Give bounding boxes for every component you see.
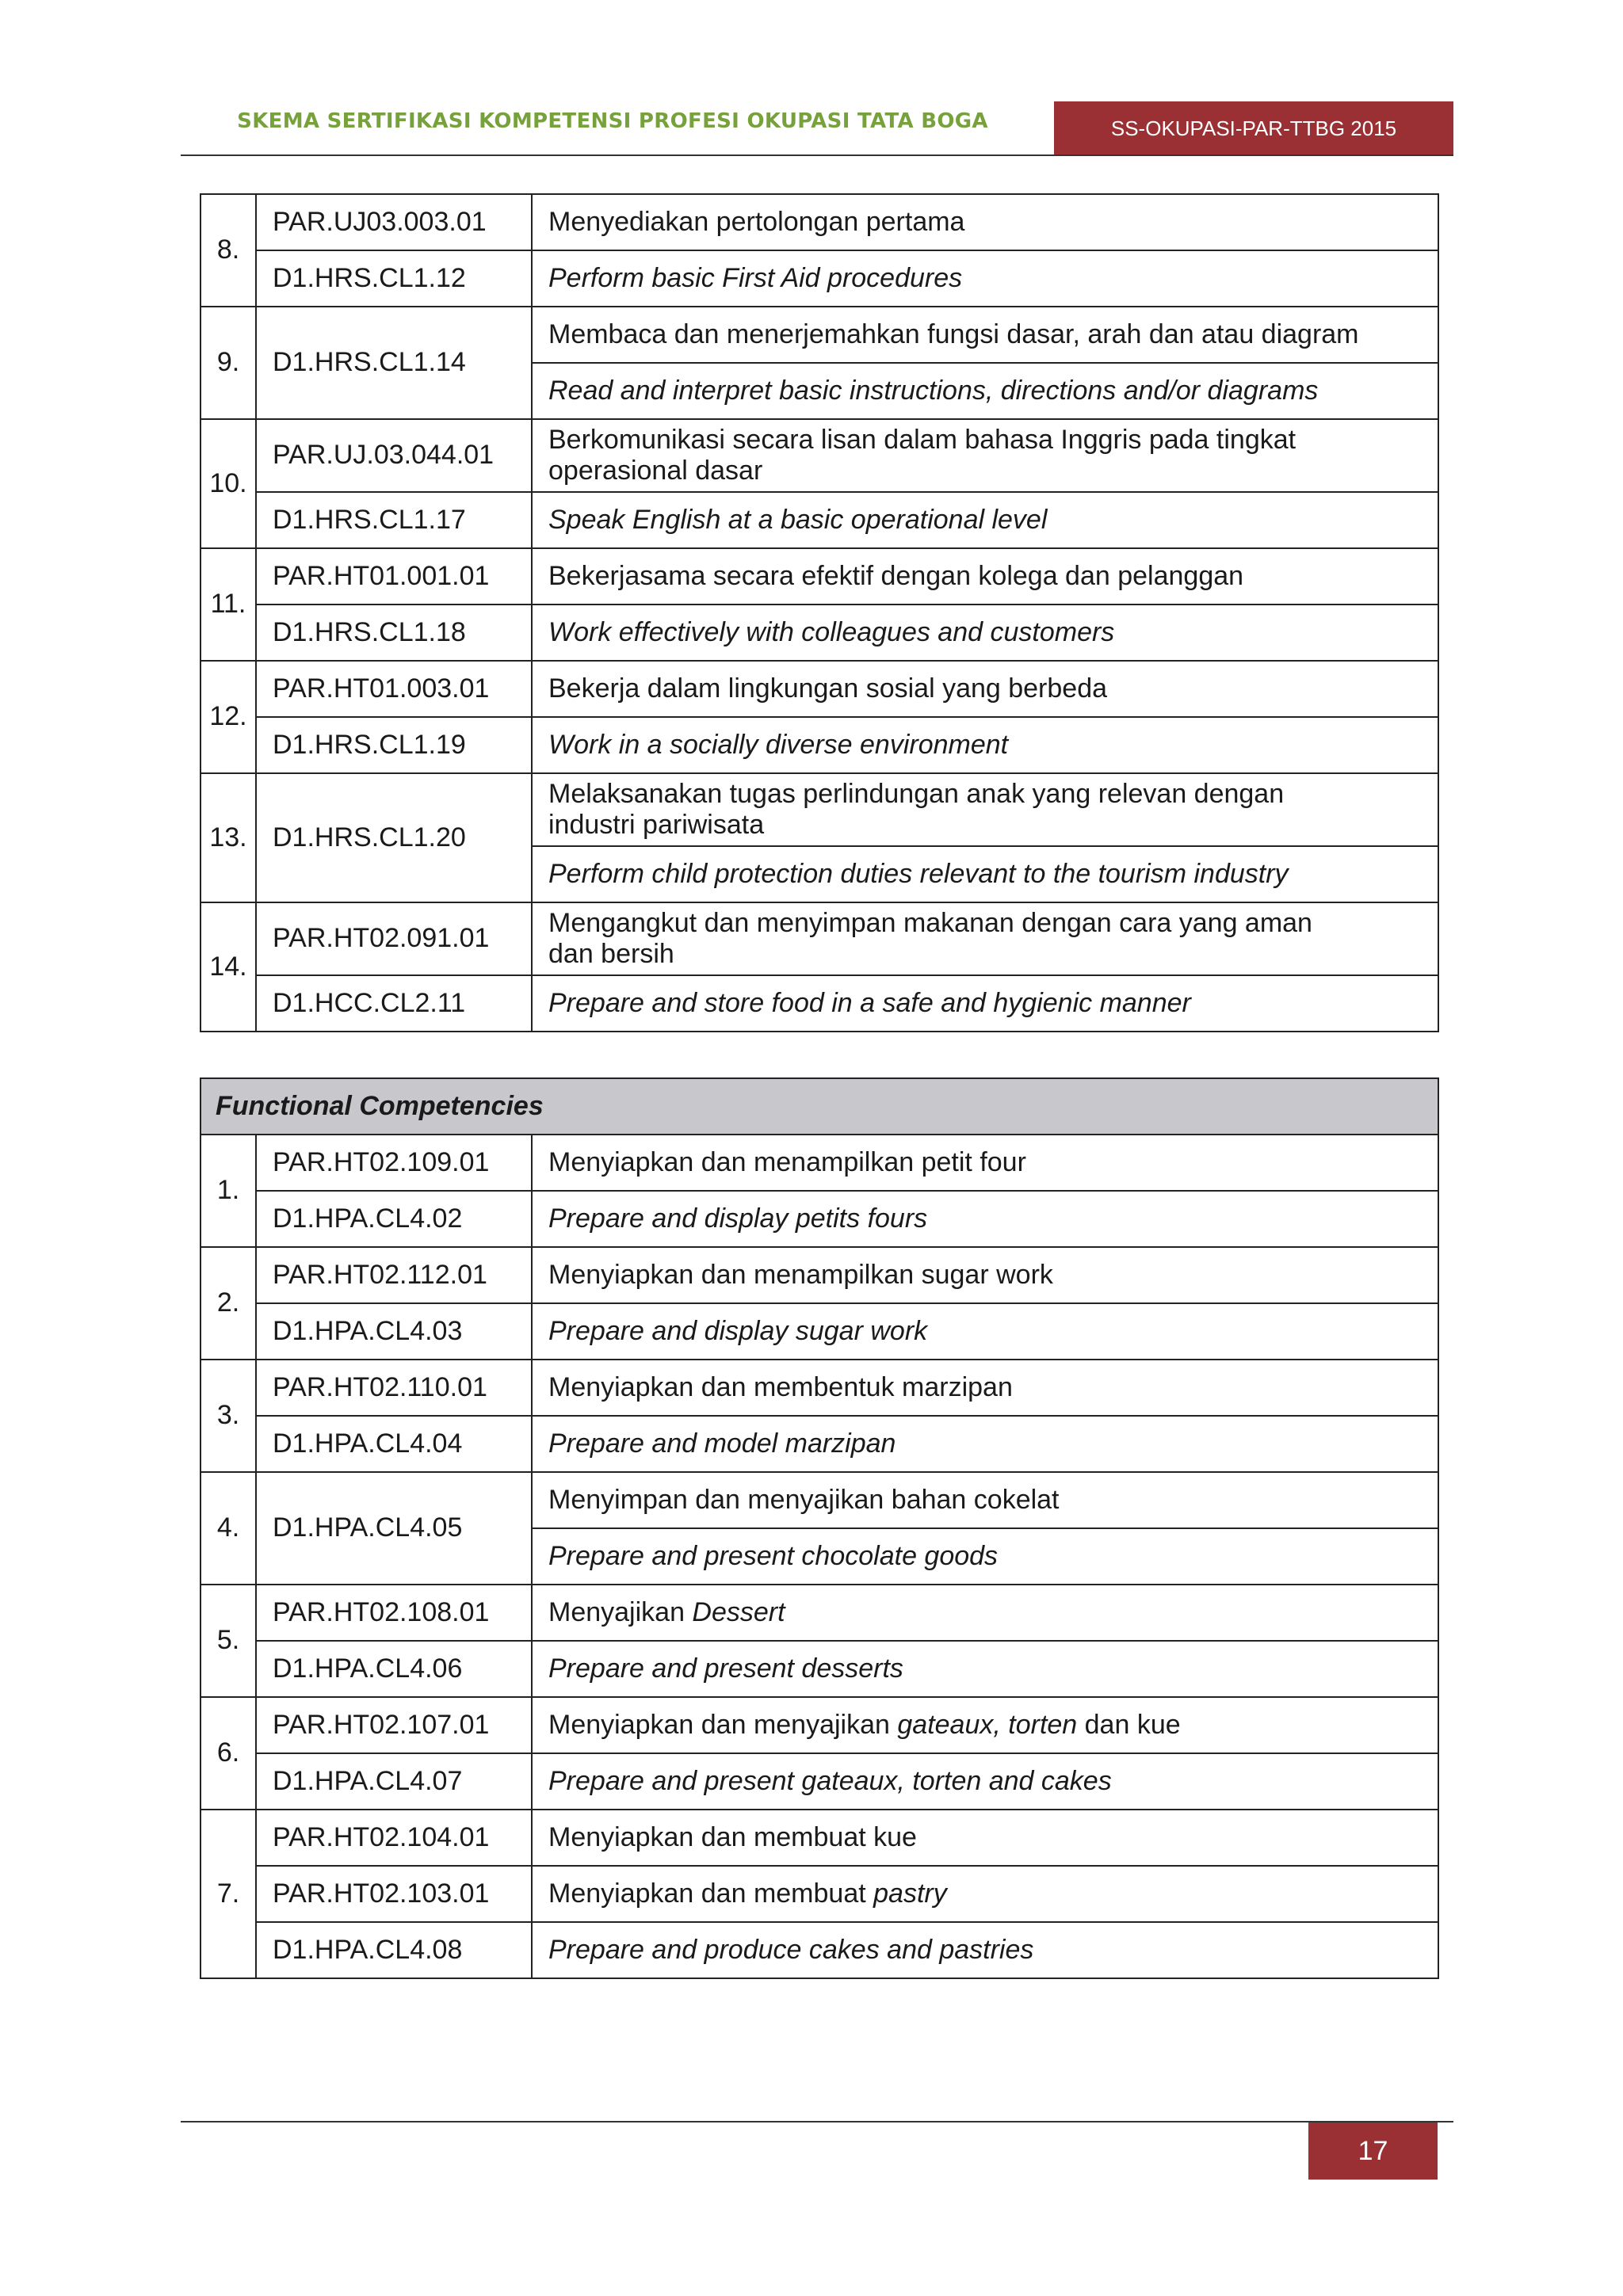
unit-title-id: Menyiapkan dan menampilkan sugar work (532, 1247, 1438, 1303)
table-row (200, 1922, 1438, 1978)
unit-code: D1.HPA.CL4.03 (256, 1303, 532, 1360)
unit-title-en: Perform child protection duties relevant to the tourism industry (532, 846, 1438, 902)
unit-title-en: Prepare and present desserts (532, 1641, 1438, 1697)
unit-title-id (532, 1866, 1438, 1922)
unit-code: D1.HPA.CL4.06 (256, 1641, 532, 1697)
row-number: 2. (200, 1247, 256, 1360)
row-number: 1. (200, 1135, 256, 1247)
unit-code: PAR.HT02.103.01 (256, 1866, 532, 1922)
row-number: 10. (200, 419, 256, 548)
title-text: Menyiapkan dan membuat (548, 1878, 874, 1909)
row-number: 8. (200, 194, 256, 307)
row-number: 3. (200, 1360, 256, 1472)
unit-title-en: Prepare and store food in a safe and hygienic manner (532, 975, 1438, 1032)
row-number: 5. (200, 1585, 256, 1697)
table-row (200, 773, 1438, 846)
table-row (200, 1697, 1438, 1753)
page-number: 17 (1358, 2135, 1388, 2166)
table-row (200, 1135, 1438, 1191)
table-row (200, 902, 1438, 975)
footer-divider (181, 2121, 1453, 2122)
unit-title-line: Mengangkut dan menyimpan makanan dengan cara yang aman (548, 907, 1312, 938)
page-number-badge (1308, 2122, 1438, 2180)
unit-code: PAR.UJ03.003.01 (256, 194, 532, 250)
section-title: Functional Competencies (200, 1078, 1438, 1135)
table-row (200, 419, 1438, 492)
unit-title-id (532, 1585, 1438, 1641)
table-row (200, 1472, 1438, 1528)
unit-title-id: Bekerjasama secara efektif dengan kolega dan pelanggan (532, 548, 1438, 605)
unit-code: PAR.HT02.110.01 (256, 1360, 532, 1416)
title-italic-term: Dessert (692, 1596, 785, 1627)
table-row (200, 1585, 1438, 1641)
unit-code: PAR.HT02.108.01 (256, 1585, 532, 1641)
unit-title-id: Membaca dan menerjemahkan fungsi dasar, arah dan atau diagram (532, 307, 1438, 363)
unit-title-id: Menyiapkan dan membentuk marzipan (532, 1360, 1438, 1416)
unit-code: PAR.HT02.112.01 (256, 1247, 532, 1303)
unit-title-id (532, 902, 1438, 975)
unit-code: D1.HPA.CL4.05 (256, 1472, 532, 1585)
unit-title-id: Bekerja dalam lingkungan sosial yang berbeda (532, 661, 1438, 717)
unit-title-line: dan bersih (548, 939, 674, 969)
unit-code: D1.HPA.CL4.02 (256, 1191, 532, 1247)
table-row (200, 1866, 1438, 1922)
unit-code: D1.HRS.CL1.14 (256, 307, 532, 419)
title-italic-term: pastry (873, 1878, 947, 1909)
unit-title-id: Menyiapkan dan membuat kue (532, 1810, 1438, 1866)
unit-title-id (532, 773, 1438, 846)
unit-title-en: Prepare and produce cakes and pastries (532, 1922, 1438, 1978)
competency-table-continued (200, 193, 1439, 1032)
unit-code: D1.HPA.CL4.07 (256, 1753, 532, 1810)
document-code-badge (1054, 101, 1453, 155)
row-number: 11. (200, 548, 256, 661)
unit-title-line: Berkomunikasi secara lisan dalam bahasa Inggris pada tingkat (548, 424, 1296, 455)
table-row (200, 548, 1438, 605)
table-row (200, 1416, 1438, 1472)
unit-code: PAR.HT02.109.01 (256, 1135, 532, 1191)
table-row (200, 492, 1438, 548)
unit-title-en: Perform basic First Aid procedures (532, 250, 1438, 307)
table-row (200, 1641, 1438, 1697)
unit-title-id (532, 419, 1438, 492)
functional-competencies-table (200, 1077, 1439, 1979)
title-text: Menyajikan (548, 1596, 693, 1627)
unit-title-en: Read and interpret basic instructions, directions and/or diagrams (532, 363, 1438, 419)
unit-title-en: Work effectively with colleagues and customers (532, 605, 1438, 661)
section-header-row (200, 1078, 1438, 1135)
unit-title-id: Menyiapkan dan menampilkan petit four (532, 1135, 1438, 1191)
row-number: 4. (200, 1472, 256, 1585)
unit-code: D1.HPA.CL4.04 (256, 1416, 532, 1472)
row-number: 14. (200, 902, 256, 1032)
table-row (200, 307, 1438, 363)
unit-title-line: operasional dasar (548, 456, 763, 486)
table-row (200, 975, 1438, 1032)
unit-title-en: Work in a socially diverse environment (532, 717, 1438, 773)
unit-code: PAR.HT02.104.01 (256, 1810, 532, 1866)
table-row (200, 1753, 1438, 1810)
unit-title-line: Melaksanakan tugas perlindungan anak yang relevan dengan (548, 778, 1285, 809)
unit-code: D1.HCC.CL2.11 (256, 975, 532, 1032)
table-row (200, 717, 1438, 773)
table-row (200, 194, 1438, 250)
unit-code: D1.HRS.CL1.12 (256, 250, 532, 307)
unit-code: PAR.HT01.003.01 (256, 661, 532, 717)
unit-title-id: Menyediakan pertolongan pertama (532, 194, 1438, 250)
unit-code: D1.HRS.CL1.20 (256, 773, 532, 902)
table-row (200, 250, 1438, 307)
unit-title-en: Prepare and display sugar work (532, 1303, 1438, 1360)
title-text: Menyiapkan dan menyajikan (548, 1709, 898, 1740)
table-row (200, 1247, 1438, 1303)
table-row (200, 605, 1438, 661)
unit-code: PAR.HT01.001.01 (256, 548, 532, 605)
table-row (200, 1810, 1438, 1866)
title-text: dan kue (1077, 1709, 1181, 1740)
table-row (200, 1303, 1438, 1360)
unit-code: PAR.UJ.03.044.01 (256, 419, 532, 492)
document-code: SS-OKUPASI-PAR-TTBG 2015 (1110, 116, 1397, 140)
unit-title-en: Prepare and display petits fours (532, 1191, 1438, 1247)
unit-title-en: Prepare and model marzipan (532, 1416, 1438, 1472)
unit-code: PAR.HT02.091.01 (256, 902, 532, 975)
unit-title-en: Prepare and present gateaux, torten and cakes (532, 1753, 1438, 1810)
table-row (200, 661, 1438, 717)
document-header-title: SKEMA SERTIFIKASI KOMPETENSI PROFESI OKUPASI TATA BOGA (237, 109, 988, 133)
unit-code: D1.HRS.CL1.18 (256, 605, 532, 661)
table-row (200, 1360, 1438, 1416)
unit-title-line: industri pariwisata (548, 810, 765, 840)
unit-code: D1.HRS.CL1.17 (256, 492, 532, 548)
unit-title-en: Prepare and present chocolate goods (532, 1528, 1438, 1585)
row-number: 9. (200, 307, 256, 419)
row-number: 13. (200, 773, 256, 902)
unit-code: D1.HPA.CL4.08 (256, 1922, 532, 1978)
unit-code: D1.HRS.CL1.19 (256, 717, 532, 773)
unit-title-id: Menyimpan dan menyajikan bahan cokelat (532, 1472, 1438, 1528)
unit-code: PAR.HT02.107.01 (256, 1697, 532, 1753)
row-number: 6. (200, 1697, 256, 1810)
unit-title-en: Speak English at a basic operational level (532, 492, 1438, 548)
row-number: 7. (200, 1810, 256, 1978)
table-row (200, 1191, 1438, 1247)
row-number: 12. (200, 661, 256, 773)
header-divider (181, 154, 1453, 156)
unit-title-id (532, 1697, 1438, 1753)
title-italic-term: gateaux, torten (897, 1709, 1078, 1740)
